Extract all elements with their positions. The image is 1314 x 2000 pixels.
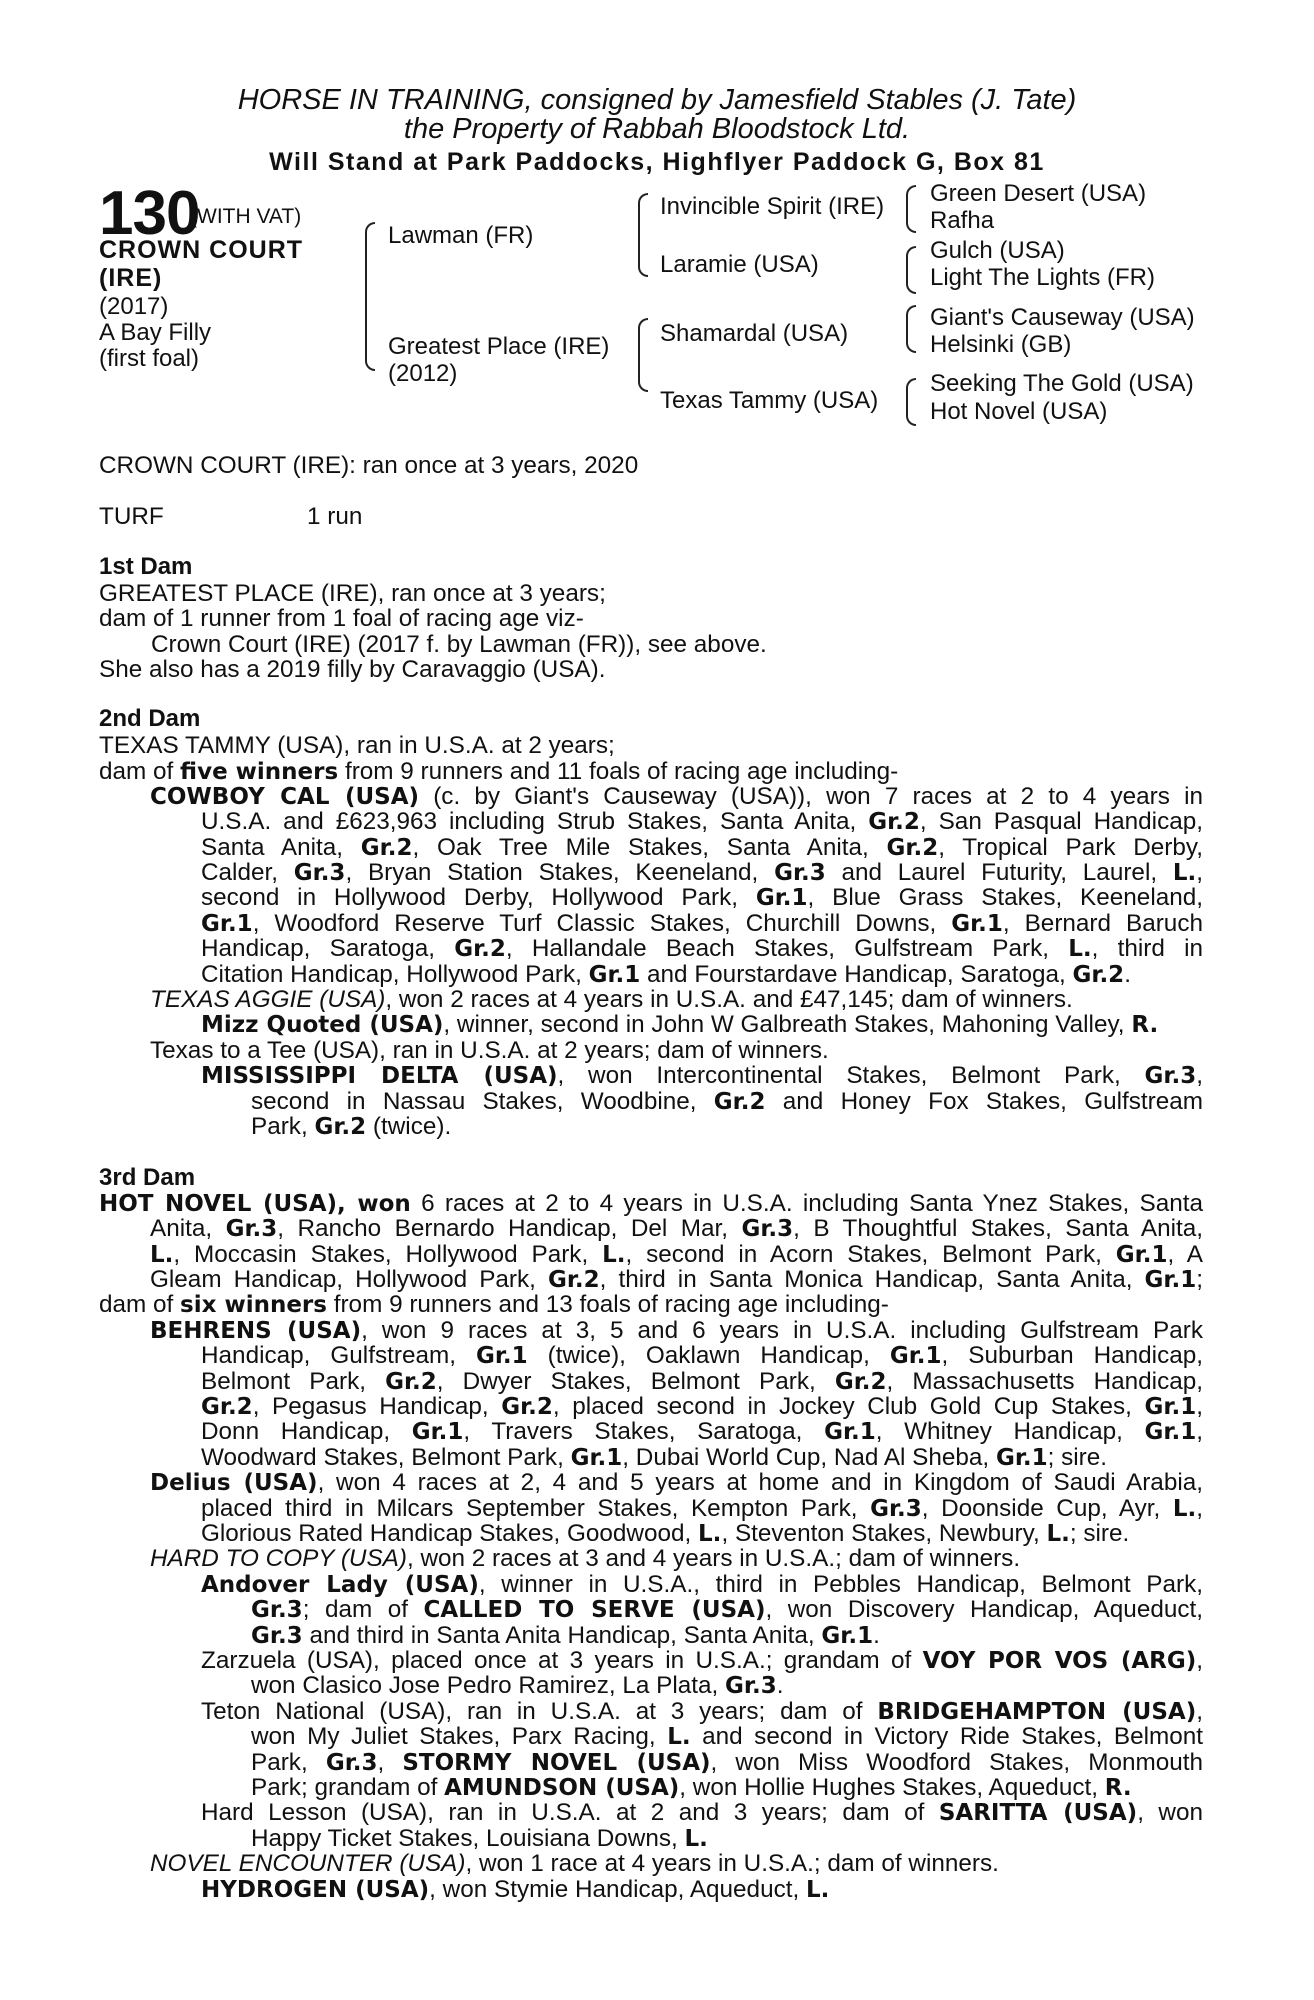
progeny-line: Santa Anita, Gr.2, Oak Tree Mile Stakes, Santa Anita, Gr.2, Tropical Park Derby, (201, 834, 1204, 861)
progeny-line: Gr.3 and third in Santa Anita Handicap, Santa Anita, Gr.1. (251, 1622, 880, 1649)
progeny-line: Happy Ticket Stakes, Louisiana Downs, L. (251, 1825, 708, 1852)
progeny-line: second in Hollywood Derby, Hollywood Park, Gr.1, Blue Grass Stakes, Keeneland, (201, 884, 1204, 911)
progeny-line: COWBOY CAL (USA) (c. by Giant's Causeway (USA)), won 7 races at 2 to 4 years in (150, 783, 1203, 810)
progeny-line: Hard Lesson (USA), ran in U.S.A. at 2 and 3 years; dam of SARITTA (USA), won (201, 1799, 1203, 1826)
consignor-line: HORSE IN TRAINING, consigned by Jamesfield Stables (J. Tate) (237, 84, 1077, 116)
sire-sire-dam: Rafha (930, 207, 995, 234)
progeny-line: won My Juliet Stakes, Parx Racing, L. and second in Victory Ride Stakes, Belmont (251, 1723, 1203, 1750)
run-count: 1 run (307, 503, 363, 530)
dam: Greatest Place (IRE) (388, 333, 610, 360)
sire-sire: Invincible Spirit (IRE) (660, 193, 885, 220)
progeny-line: Gr.2, Pegasus Handicap, Gr.2, placed second in Jockey Club Gold Cup Stakes, Gr.1, (201, 1393, 1203, 1420)
progeny-line: Handicap, Gulfstream, Gr.1 (twice), Oaklawn Handicap, Gr.1, Suburban Handicap, (201, 1342, 1203, 1369)
dam-sire-sire: Giant's Causeway (USA) (930, 304, 1195, 331)
progeny-line: NOVEL ENCOUNTER (USA), won 1 race at 4 years in U.S.A.; dam of winners. (150, 1850, 999, 1877)
progeny-line: Zarzuela (USA), placed once at 3 years in U.S.A.; grandam of VOY POR VOS (ARG), (201, 1647, 1203, 1674)
third-dam-heading: 3rd Dam (99, 1164, 196, 1191)
progeny-line: Mizz Quoted (USA), winner, second in John W Galbreath Stakes, Mahoning Valley, R. (201, 1011, 1159, 1038)
progeny-line: Belmont Park, Gr.2, Dwyer Stakes, Belmont Park, Gr.2, Massachusetts Handicap, (201, 1368, 1203, 1395)
progeny-line: placed third in Milcars September Stakes, Kempton Park, Gr.3, Doonside Cup, Ayr, L., (201, 1495, 1203, 1522)
second-dam-line: TEXAS TAMMY (USA), ran in U.S.A. at 2 years; (99, 732, 615, 759)
pedigree-brace-dam (638, 318, 648, 392)
progeny-line: BEHRENS (USA), won 9 races at 3, 5 and 6 years in U.S.A. including Gulfstream Park (150, 1317, 1203, 1344)
progeny-line: Park, Gr.2 (twice). (251, 1113, 452, 1140)
dam-sire: Shamardal (USA) (660, 320, 849, 347)
sire-dam-sire: Gulch (USA) (930, 237, 1065, 264)
surface-label: TURF (99, 503, 164, 530)
pedigree-brace-4 (906, 378, 916, 426)
progeny-line: Donn Handicap, Gr.1, Travers Stakes, Saratoga, Gr.1, Whitney Handicap, Gr.1, (201, 1418, 1203, 1445)
third-dam-line: Anita, Gr.3, Rancho Bernardo Handicap, Del Mar, Gr.3, B Thoughtful Stakes, Santa Anita, (150, 1215, 1203, 1242)
progeny-line: Andover Lady (USA), winner in U.S.A., third in Pebbles Handicap, Belmont Park, (201, 1571, 1203, 1598)
third-dam-line: dam of six winners from 9 runners and 13 foals of racing age including- (99, 1291, 889, 1318)
progeny-line: Gr.3; dam of CALLED TO SERVE (USA), won Discovery Handicap, Aqueduct, (251, 1596, 1204, 1623)
dam-year: (2012) (388, 360, 458, 387)
third-dam-line: HOT NOVEL (USA), won 6 races at 2 to 4 years in U.S.A. including Santa Ynez Stakes, Santa (99, 1190, 1204, 1217)
race-record-summary: CROWN COURT (IRE): ran once at 3 years, 2020 (99, 452, 639, 479)
progeny-line: second in Nassau Stakes, Woodbine, Gr.2 and Honey Fox Stakes, Gulfstream (251, 1088, 1204, 1115)
progeny-line: Citation Handicap, Hollywood Park, Gr.1 and Fourstardave Handicap, Saratoga, Gr.2. (201, 961, 1131, 988)
dam-dam-sire: Seeking The Gold (USA) (930, 370, 1194, 397)
first-dam-line: She also has a 2019 filly by Caravaggio (USA). (99, 656, 606, 683)
progeny-line: Handicap, Saratoga, Gr.2, Hallandale Beach Stakes, Gulfstream Park, L., third in (201, 935, 1204, 962)
progeny-line: TEXAS AGGIE (USA), won 2 races at 4 years in U.S.A. and £47,145; dam of winners. (150, 986, 1073, 1013)
progeny-line: Park, Gr.3, STORMY NOVEL (USA), won Miss Woodford Stakes, Monmouth (251, 1749, 1203, 1776)
first-dam-line: Crown Court (IRE) (2017 f. by Lawman (FR)), see above. (151, 631, 767, 658)
second-dam-heading: 2nd Dam (99, 705, 201, 732)
sire-dam-dam: Light The Lights (FR) (930, 264, 1155, 291)
vat-note: (WITH VAT) (190, 205, 302, 228)
progeny-line: Teton National (USA), ran in U.S.A. at 3 years; dam of BRIDGEHAMPTON (USA), (201, 1698, 1203, 1725)
progeny-line: Park; grandam of AMUNDSON (USA), won Hollie Hughes Stakes, Aqueduct, R. (251, 1774, 1132, 1801)
sire: Lawman (FR) (388, 222, 534, 249)
horse-name: CROWN COURT (99, 236, 304, 264)
pedigree-brace-3 (906, 305, 916, 353)
progeny-line: Calder, Gr.3, Bryan Station Stakes, Keeneland, Gr.3 and Laurel Futurity, Laurel, L., (201, 859, 1204, 886)
progeny-line: won Clasico Jose Pedro Ramirez, La Plata, Gr.3. (251, 1672, 784, 1699)
owner-line: the Property of Rabbah Bloodstock Ltd. (403, 113, 911, 145)
first-dam-line: GREATEST PLACE (IRE), ran once at 3 years; (99, 580, 606, 607)
pedigree-brace-main (365, 222, 375, 371)
pedigree-brace-sire (638, 193, 648, 277)
sire-sire-sire: Green Desert (USA) (930, 180, 1147, 207)
third-dam-line: L., Moccasin Stakes, Hollywood Park, L., second in Acorn Stakes, Belmont Park, Gr.1, A (150, 1241, 1203, 1268)
pedigree-brace-2 (906, 246, 916, 294)
progeny-line: Woodward Stakes, Belmont Park, Gr.1, Dubai World Cup, Nad Al Sheba, Gr.1; sire. (201, 1444, 1108, 1471)
first-dam-line: dam of 1 runner from 1 foal of racing age viz- (99, 605, 584, 632)
horse-description: A Bay Filly (99, 319, 212, 346)
progeny-line: Gr.1, Woodford Reserve Turf Classic Stakes, Churchill Downs, Gr.1, Bernard Baruch (201, 910, 1203, 937)
stand-location: Will Stand at Park Paddocks, Highflyer Paddock G, Box 81 (269, 148, 1045, 176)
progeny-line: Glorious Rated Handicap Stakes, Goodwood, L., Steventon Stakes, Newbury, L.; sire. (201, 1520, 1130, 1547)
progeny-line: MISSISSIPPI DELTA (USA), won Intercontinental Stakes, Belmont Park, Gr.3, (201, 1062, 1203, 1089)
third-dam-line: Gleam Handicap, Hollywood Park, Gr.2, third in Santa Monica Handicap, Santa Anita, Gr.1; (150, 1266, 1203, 1293)
progeny-line: Delius (USA), won 4 races at 2, 4 and 5 years at home and in Kingdom of Saudi Arabia, (150, 1469, 1203, 1496)
second-dam-line: dam of five winners from 9 runners and 11 foals of racing age including- (99, 758, 899, 785)
progeny-line: HARD TO COPY (USA), won 2 races at 3 and 4 years in U.S.A.; dam of winners. (150, 1545, 1021, 1572)
foal-note: (first foal) (99, 345, 200, 372)
foaling-year: (2017) (99, 293, 169, 320)
first-dam-heading: 1st Dam (99, 553, 193, 580)
horse-country: (IRE) (99, 264, 163, 292)
progeny-line: Texas to a Tee (USA), ran in U.S.A. at 2 years; dam of winners. (150, 1037, 829, 1064)
dam-dam-dam: Hot Novel (USA) (930, 398, 1108, 425)
pedigree-brace-1 (906, 185, 916, 233)
lot-number: 130 (99, 179, 200, 248)
dam-dam: Texas Tammy (USA) (660, 387, 879, 414)
dam-sire-dam: Helsinki (GB) (930, 331, 1072, 358)
sire-dam: Laramie (USA) (660, 251, 819, 278)
progeny-line: HYDROGEN (USA), won Stymie Handicap, Aqueduct, L. (201, 1876, 830, 1903)
progeny-line: U.S.A. and £623,963 including Strub Stakes, Santa Anita, Gr.2, San Pasqual Handicap, (201, 808, 1203, 835)
